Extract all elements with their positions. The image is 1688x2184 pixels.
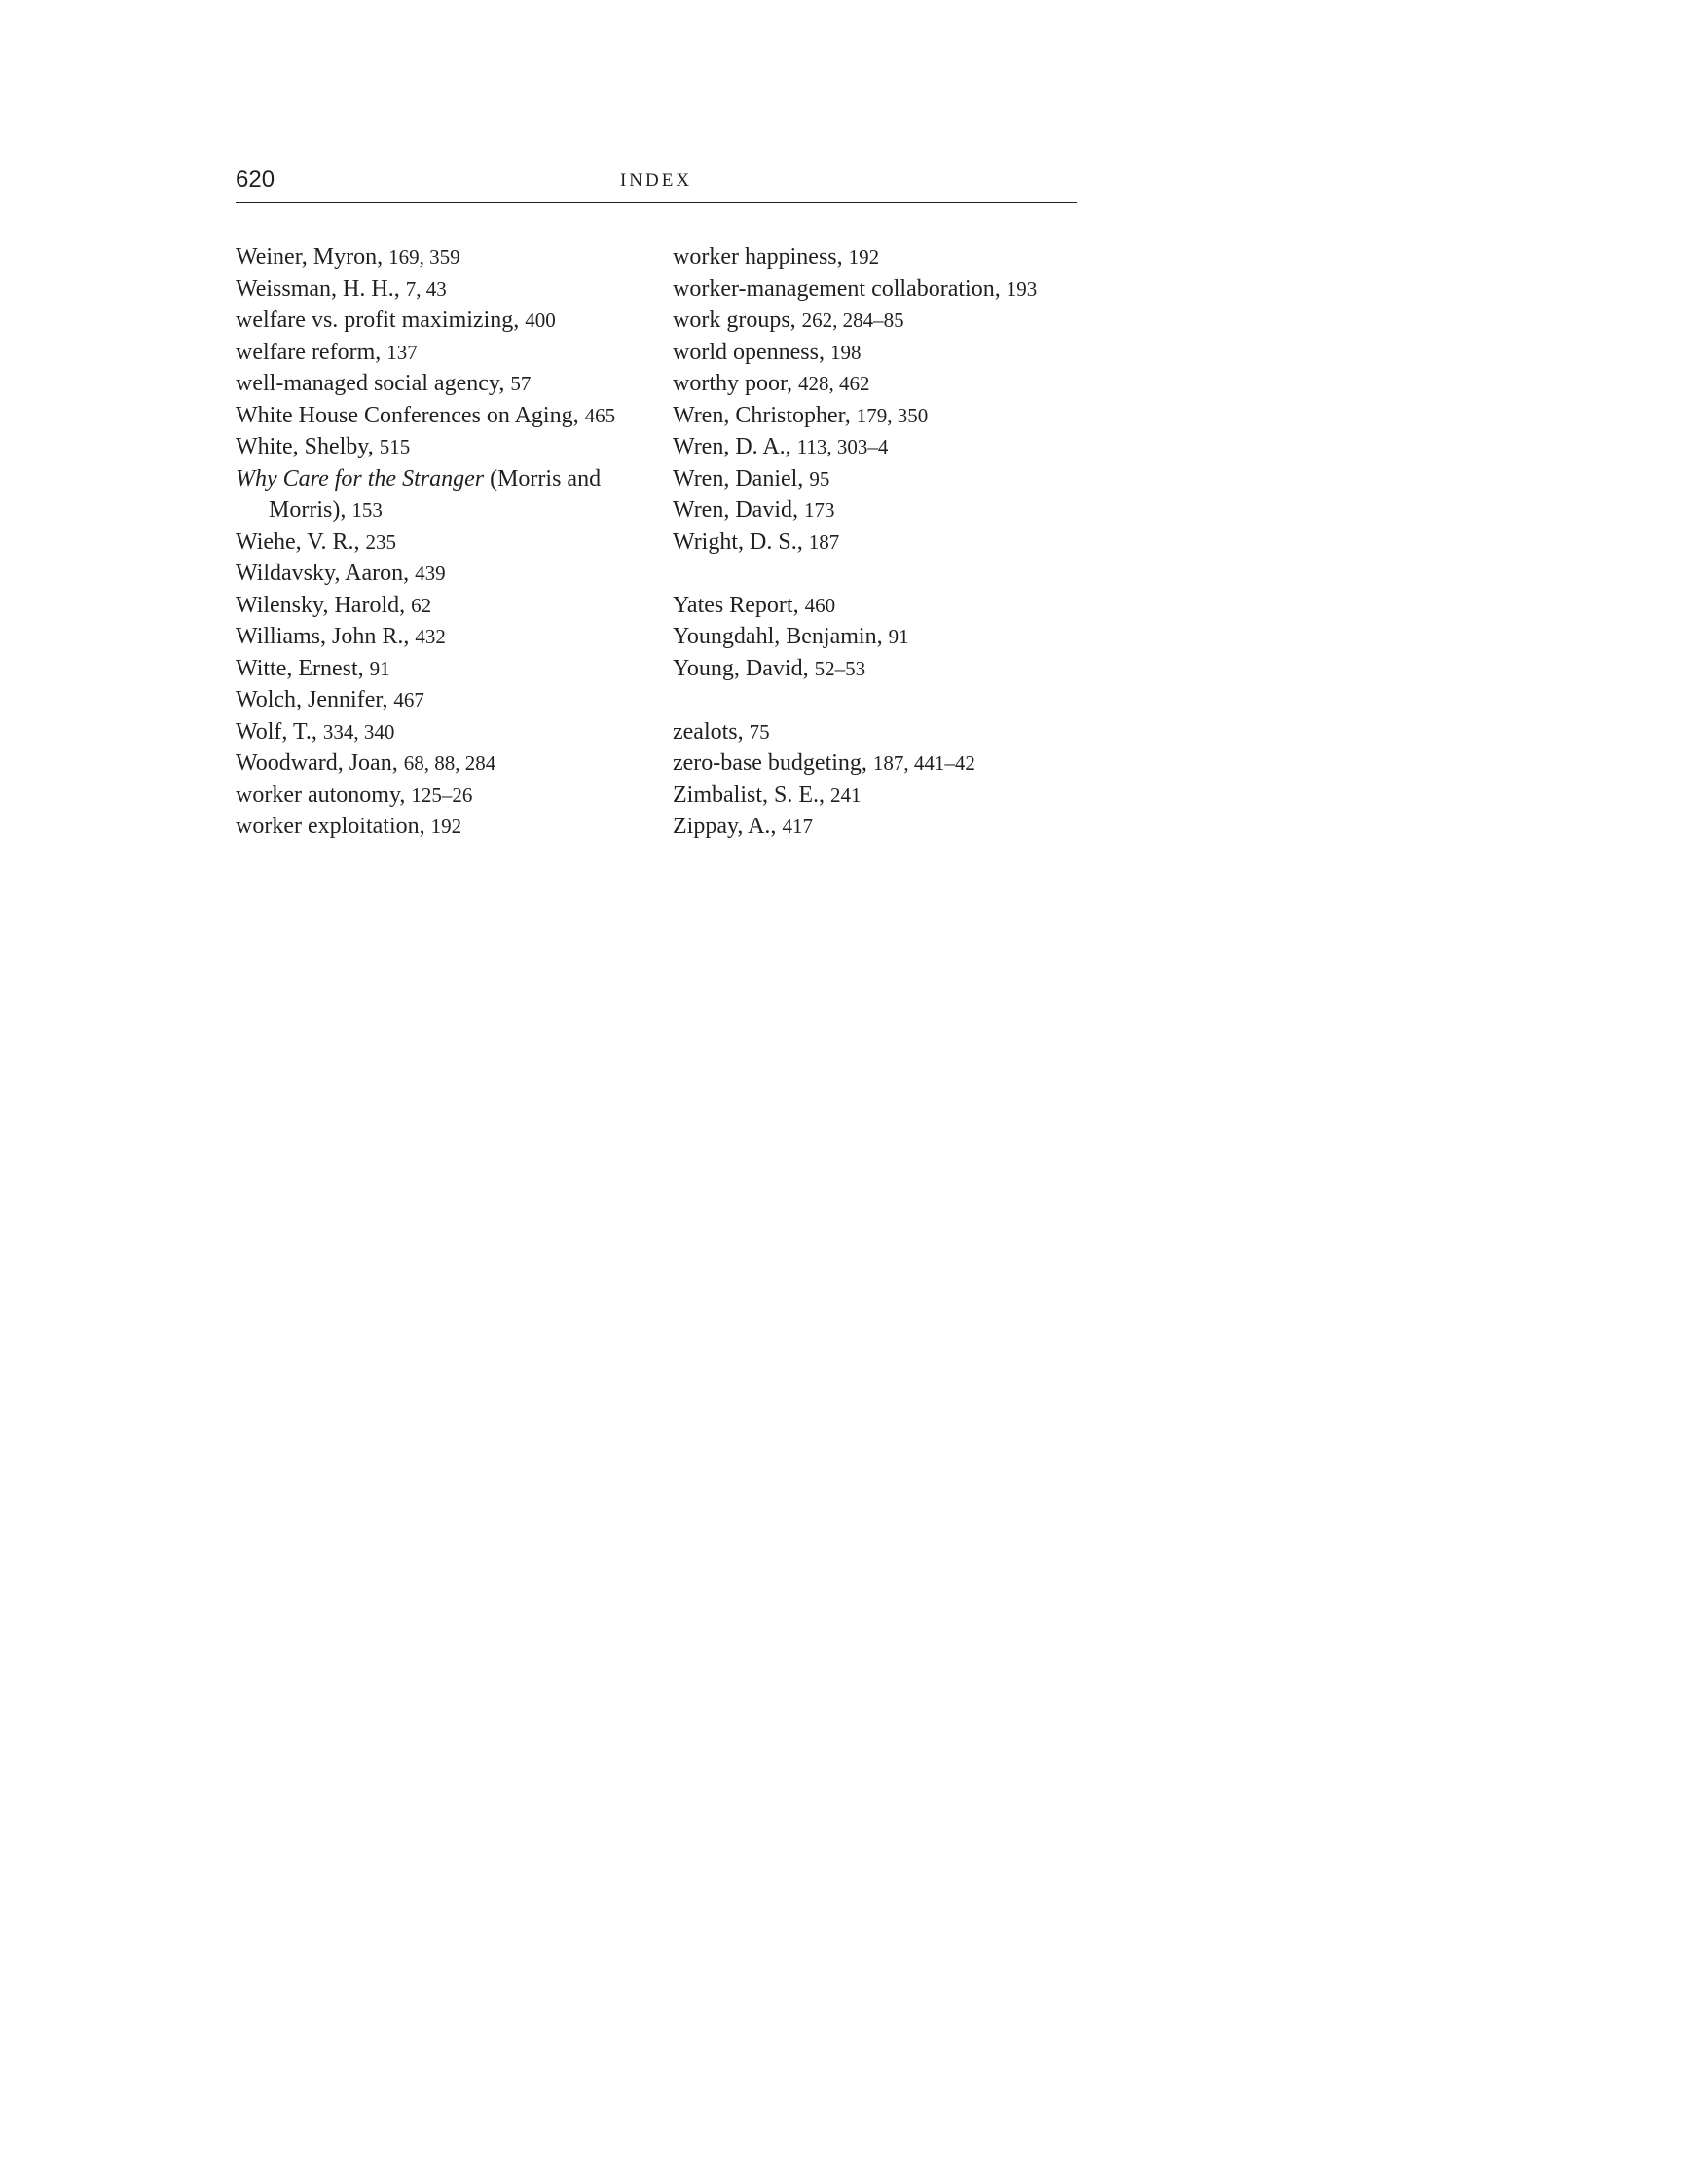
entry-term: Wren, Christopher, <box>673 402 851 428</box>
index-entry <box>673 368 1101 400</box>
entry-term: Wolch, Jennifer, <box>236 687 388 712</box>
entry-pages: 198 <box>829 340 862 364</box>
entry-pages: 192 <box>430 815 462 838</box>
entry-term: zealots, <box>673 718 744 745</box>
page-number: 620 <box>236 166 275 193</box>
entry-pages: 460 <box>804 593 836 617</box>
entry-pages: 235 <box>365 529 396 554</box>
index-entry <box>236 305 664 337</box>
entry-term: White, Shelby, <box>236 434 374 459</box>
index-entry <box>236 368 664 400</box>
entry-pages: 52–53 <box>814 656 866 680</box>
entry-term: Yates Report, <box>673 592 799 618</box>
index-entry <box>673 494 1101 527</box>
entry-pages: 262, 284–85 <box>801 309 904 332</box>
entry-term: welfare reform, <box>236 339 382 365</box>
entry-pages: 62 <box>411 593 432 617</box>
entry-term: Wren, D. A., <box>673 434 791 459</box>
entry-term: Wilensky, Harold, <box>236 592 406 618</box>
entry-pages: 439 <box>415 562 446 585</box>
index-entry <box>673 811 1101 843</box>
entry-term: welfare vs. profit maximizing, <box>236 308 520 333</box>
entry-term: White House Conferences on Aging, <box>236 402 579 428</box>
entry-pages: 187, 441–42 <box>872 751 975 775</box>
entry-pages: 241 <box>830 783 862 807</box>
index-entry <box>236 558 664 590</box>
index-entry <box>673 780 1101 812</box>
index-entry <box>673 590 1101 622</box>
entry-pages: 68, 88, 284 <box>403 751 496 775</box>
entry-pages: 113, 303–4 <box>796 435 889 458</box>
index-entry <box>236 747 664 780</box>
index-entry <box>236 621 664 653</box>
entry-pages: 465 <box>584 403 616 427</box>
index-entry <box>236 273 664 306</box>
entry-term: Zippay, A., <box>673 814 777 839</box>
index-entry <box>673 400 1101 432</box>
entry-term: Weissman, H. H., <box>236 275 400 302</box>
entry-term: Witte, Ernest, <box>236 655 364 681</box>
entry-term: world openness, <box>673 339 825 365</box>
index-entry <box>236 337 664 369</box>
index-entry <box>236 431 664 463</box>
index-entry <box>673 305 1101 337</box>
entry-term: Wildavsky, Aaron, <box>236 561 410 586</box>
entry-term: worthy poor, <box>673 371 793 396</box>
entry-pages: 125–26 <box>411 783 473 807</box>
entry-book-title: Why Care for the Stranger <box>236 465 485 491</box>
entry-term: Wren, David, <box>673 497 798 523</box>
index-entry <box>673 463 1101 495</box>
entry-pages: 193 <box>1006 276 1038 301</box>
entry-term: Zimbalist, S. E., <box>673 782 825 808</box>
entry-term: Youngdahl, Benjamin, <box>673 624 883 649</box>
entry-pages: 137 <box>386 340 418 364</box>
entry-pages: 467 <box>393 688 424 711</box>
index-entry <box>673 527 1101 559</box>
index-entry <box>236 463 664 527</box>
index-entry <box>673 337 1101 369</box>
index-entry <box>236 811 664 843</box>
index-entry <box>236 400 664 432</box>
entry-pages: 179, 350 <box>856 403 929 427</box>
index-entry <box>673 621 1101 653</box>
index-column-left <box>236 241 664 843</box>
entry-term: (Morris and Morris), <box>269 465 602 523</box>
letter-group-divider <box>673 558 1101 590</box>
index-entry <box>236 527 664 559</box>
index-column-right <box>673 241 1101 843</box>
index-entry <box>673 747 1101 780</box>
entry-pages: 91 <box>888 625 909 648</box>
entry-pages: 153 <box>351 498 383 522</box>
entry-term: work groups, <box>673 308 796 333</box>
entry-pages: 428, 462 <box>798 372 870 395</box>
index-entry <box>236 241 664 273</box>
index-entry <box>236 716 664 748</box>
entry-term: worker happiness, <box>673 244 843 270</box>
entry-pages: 95 <box>809 466 830 491</box>
index-entry <box>673 653 1101 685</box>
entry-pages: 75 <box>749 719 770 744</box>
index-entry <box>673 273 1101 306</box>
letter-group-divider <box>673 684 1101 716</box>
entry-term: worker autonomy, <box>236 782 406 808</box>
running-head: INDEX <box>619 170 693 191</box>
index-entry <box>236 684 664 716</box>
entry-pages: 187 <box>808 529 840 554</box>
entry-pages: 192 <box>848 245 880 269</box>
index-entry <box>236 780 664 812</box>
entry-pages: 515 <box>379 435 411 458</box>
entry-pages: 91 <box>369 656 390 680</box>
page-header <box>236 165 1077 203</box>
entry-pages: 7, 43 <box>405 276 447 301</box>
entry-term: Wren, Daniel, <box>673 465 804 491</box>
entry-term: Wolf, T., <box>236 718 317 745</box>
entry-pages: 169, 359 <box>388 245 460 269</box>
entry-pages: 432 <box>415 625 446 648</box>
entry-term: zero-base budgeting, <box>673 750 867 776</box>
index-entry <box>673 716 1101 748</box>
entry-pages: 57 <box>510 372 532 395</box>
index-entry <box>673 241 1101 273</box>
entry-term: worker exploitation, <box>236 814 425 839</box>
entry-term: Wright, D. S., <box>673 528 803 555</box>
index-entry <box>236 590 664 622</box>
entry-term: Woodward, Joan, <box>236 750 398 776</box>
index-entry <box>236 653 664 685</box>
entry-term: well-managed social agency, <box>236 371 505 396</box>
entry-term: Weiner, Myron, <box>236 244 384 270</box>
entry-pages: 417 <box>782 815 813 838</box>
entry-term: Young, David, <box>673 655 809 681</box>
entry-term: worker-management collaboration, <box>673 275 1001 302</box>
entry-term: Wiehe, V. R., <box>236 528 360 555</box>
entry-pages: 173 <box>804 498 835 522</box>
index-entry <box>673 431 1101 463</box>
entry-pages: 400 <box>525 309 556 332</box>
entry-term: Williams, John R., <box>236 624 410 649</box>
entry-pages: 334, 340 <box>322 719 395 744</box>
